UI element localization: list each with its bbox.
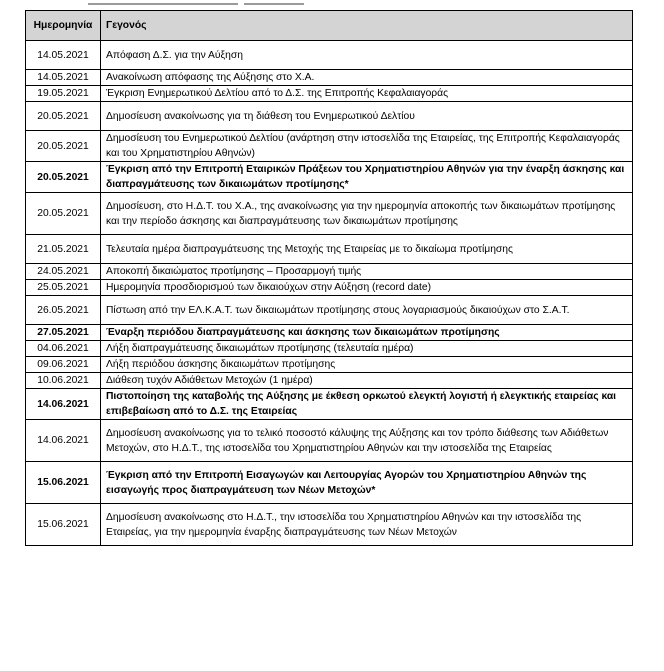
row-event: Δημοσίευση ανακοίνωσης για τη διάθεση του Ενημερωτικού Δελτίου: [101, 102, 633, 131]
clipped-previous-line: [0, 0, 664, 10]
row-event: Λήξη διαπραγμάτευσης δικαιωμάτων προτίμησης (τελευταία ημέρα): [101, 341, 633, 357]
row-event: Δημοσίευση ανακοίνωσης στο Η.Δ.Τ., την ιστοσελίδα του Χρηματιστηρίου Αθηνών και την ιστοσελίδα της Εταιρείας, για την ημερομηνία έναρξης διαπραγμάτευσης των Νέων Μετοχών: [101, 504, 633, 546]
row-date: 04.06.2021: [26, 341, 101, 357]
row-event: Δημοσίευση του Ενημερωτικού Δελτίου (ανάρτηση στην ιστοσελίδα της Εταιρείας, της Επιτροπής Κεφαλαιαγοράς και του Χρηματιστηρίου Αθηνών): [101, 131, 633, 162]
table-row: [26, 373, 633, 389]
table-row: [26, 264, 633, 280]
row-date: 09.06.2021: [26, 357, 101, 373]
table-row: [26, 41, 633, 70]
row-event: Πίστωση από την ΕΛ.Κ.Α.Τ. των δικαιωμάτων προτίμησης στους λογαριασμούς δικαιούχων στο Σ.Α.Τ.: [101, 296, 633, 325]
row-event: Αποκοπή δικαιώματος προτίμησης – Προσαρμογή τιμής: [101, 264, 633, 280]
row-date: 27.05.2021: [26, 325, 101, 341]
table-row: [26, 193, 633, 235]
table-row: [26, 162, 633, 193]
row-date: 21.05.2021: [26, 235, 101, 264]
row-event: Έγκριση Ενημερωτικού Δελτίου από το Δ.Σ. της Επιτροπής Κεφαλαιαγοράς: [101, 86, 633, 102]
table-row: [26, 462, 633, 504]
row-event: Πιστοποίηση της καταβολής της Αύξησης με έκθεση ορκωτού ελεγκτή λογιστή ή ελεγκτικής εταιρείας και επιβεβαίωση από το Δ.Σ. της Εταιρείας: [101, 389, 633, 420]
row-event: Έναρξη περιόδου διαπραγμάτευσης και άσκησης των δικαιωμάτων προτίμησης: [101, 325, 633, 341]
clipped-text-fragment: [0, 3, 664, 10]
row-date: 25.05.2021: [26, 280, 101, 296]
row-event: Ανακοίνωση απόφασης της Αύξησης στο Χ.Α.: [101, 70, 633, 86]
row-date: 19.05.2021: [26, 86, 101, 102]
table-row: [26, 86, 633, 102]
timeline-rows: [26, 41, 633, 546]
row-date: 15.06.2021: [26, 504, 101, 546]
table-header-row: [26, 11, 633, 41]
table-row: [26, 131, 633, 162]
row-event: Απόφαση Δ.Σ. για την Αύξηση: [101, 41, 633, 70]
table-row: [26, 420, 633, 462]
table-row: [26, 325, 633, 341]
timeline-table: [25, 10, 633, 546]
row-date: 20.05.2021: [26, 193, 101, 235]
row-date: 24.05.2021: [26, 264, 101, 280]
table-row: [26, 235, 633, 264]
row-date: 20.05.2021: [26, 102, 101, 131]
row-date: 15.06.2021: [26, 462, 101, 504]
table-row: [26, 357, 633, 373]
row-date: 14.05.2021: [26, 41, 101, 70]
table-row: [26, 341, 633, 357]
header-date: Ημερομηνία: [26, 11, 101, 41]
table-row: [26, 70, 633, 86]
row-date: 14.05.2021: [26, 70, 101, 86]
row-event: Έγκριση από την Επιτροπή Εισαγωγών και Λειτουργίας Αγορών του Χρηματιστηρίου Αθηνών της εισαγωγής προς διαπραγμάτευση των Νέων Μετοχών*: [101, 462, 633, 504]
row-event: Δημοσίευση, στο Η.Δ.Τ. του Χ.Α., της ανακοίνωσης για την ημερομηνία αποκοπής των δικαιωμάτων προτίμησης και την περίοδο άσκησης και διαπραγμάτευσης των δικαιωμάτων προτίμησης: [101, 193, 633, 235]
table-row: [26, 296, 633, 325]
table-row: [26, 280, 633, 296]
row-date: 14.06.2021: [26, 389, 101, 420]
row-event: Τελευταία ημέρα διαπραγμάτευσης της Μετοχής της Εταιρείας με το δικαίωμα προτίμησης: [101, 235, 633, 264]
row-date: 26.05.2021: [26, 296, 101, 325]
table-row: [26, 389, 633, 420]
row-event: Διάθεση τυχόν Αδιάθετων Μετοχών (1 ημέρα): [101, 373, 633, 389]
table-row: [26, 504, 633, 546]
row-event: Ημερομηνία προσδιορισμού των δικαιούχων στην Αύξηση (record date): [101, 280, 633, 296]
row-event: Έγκριση από την Επιτροπή Εταιρικών Πράξεων του Χρηματιστηρίου Αθηνών για την έναρξη άσκησης και διαπραγμάτευσης των δικαιωμάτων προτίμησης*: [101, 162, 633, 193]
row-date: 10.06.2021: [26, 373, 101, 389]
row-date: 20.05.2021: [26, 131, 101, 162]
row-date: 14.06.2021: [26, 420, 101, 462]
row-event: Λήξη περιόδου άσκησης δικαιωμάτων προτίμησης: [101, 357, 633, 373]
row-date: 20.05.2021: [26, 162, 101, 193]
table-row: [26, 102, 633, 131]
row-event: Δημοσίευση ανακοίνωσης για το τελικό ποσοστό κάλυψης της Αύξησης και τον τρόπο διάθεσης των Αδιάθετων Μετοχών, στο Η.Δ.Τ., της ιστοσελίδα του Χρηματιστηρίου Αθηνών και την ιστοσελίδα της Εταιρείας: [101, 420, 633, 462]
header-event: Γεγονός: [101, 11, 633, 41]
